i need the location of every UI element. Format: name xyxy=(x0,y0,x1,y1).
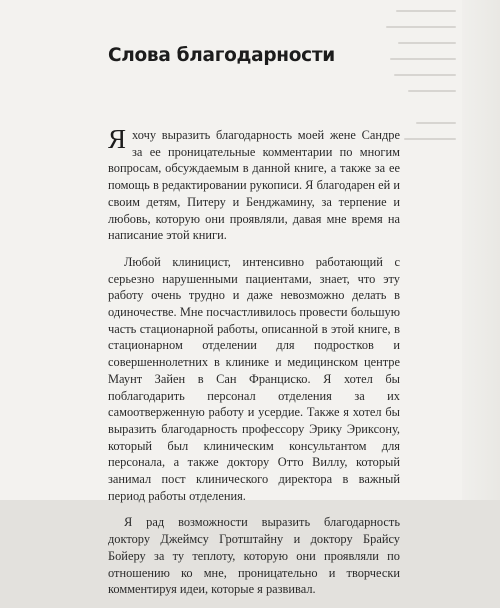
show-through-line xyxy=(404,138,456,140)
drop-cap: Я xyxy=(108,124,127,154)
show-through-line xyxy=(386,26,456,28)
show-through-line xyxy=(416,122,456,124)
show-through-line xyxy=(394,74,456,76)
paragraph-2: Любой клиницист, интенсивно работающий с серьезно нарушенными пациентами, знает, что эту работу очень трудно и даже невозможно делать в одиночестве. Мне посчастливилось провести большую часть стационарной работы, описанной в этой книге, в стационарном отделении для подростков и совершеннолетних в клинике и медицинском центре Маунт Зайен в Сан Франциско. Я хотел бы поблагодарить персонал отделения за их самоотверженную работу и усердие. Также я хотел бы выразить благодарность профессору Эрику Эриксону, который был клиническим консультантом для персонала, а также доктору Отто Виллу, который занимал пост клинического директора в важный период работы отделения. xyxy=(108,254,400,503)
paragraph-1 xyxy=(108,124,400,244)
chapter-title: Слова благодарности xyxy=(108,45,335,66)
paragraph-1-text: хочу выразить благодарность моей жене Сандре за ее проницательные комментарии по многим вопросам, обсуждаемым в данной книге, а также за ее помощь в редактировании рукописи. Я благодарен ей и своим детям, Питеру и Бенджамину, за терпение и любовь, которую они проявляли, давая мне время на написание этой книги. xyxy=(108,128,400,243)
show-through-line xyxy=(396,10,456,12)
page-edge-shadow xyxy=(462,0,500,500)
show-through-line xyxy=(408,90,456,92)
paragraph-3: Я рад возможности выразить благодарность доктору Джеймсу Гротштайну и доктору Брайсу Бойеру за ту теплоту, которую они проявляли по отношению ко мне, проницательно и творчески комментируя идеи, которые я развивал. xyxy=(108,515,400,597)
body-text xyxy=(108,124,400,608)
